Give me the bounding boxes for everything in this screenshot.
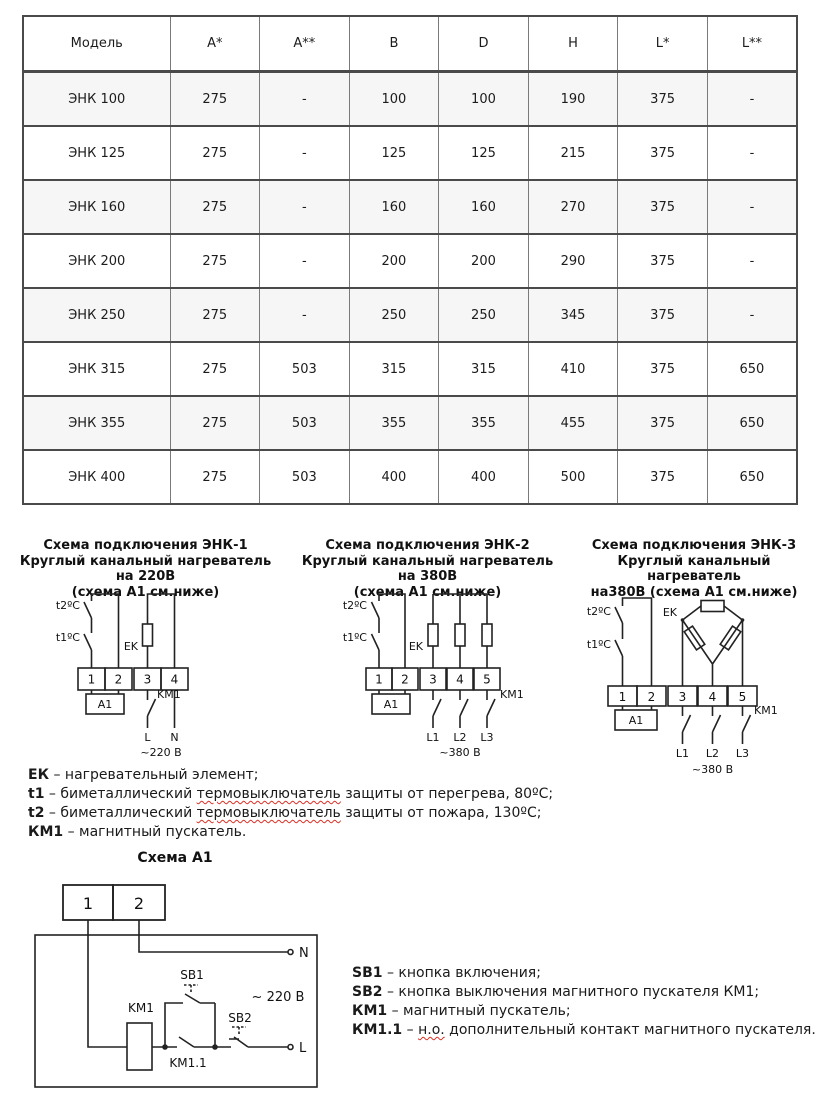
- value-cell: -: [707, 288, 797, 342]
- legend-item: [28, 804, 553, 823]
- sb1-label: SB1: [180, 968, 204, 982]
- column-header-a1: A*: [170, 16, 260, 72]
- terminal-number: 2: [647, 690, 656, 704]
- value-cell: 290: [528, 234, 618, 288]
- value-cell: 275: [170, 180, 260, 234]
- legend-term: КМ1.1: [352, 1022, 403, 1038]
- schema-a1-title: Схема А1: [137, 850, 213, 866]
- terminal-number: 1: [82, 894, 94, 913]
- title-line: Круглый канальный нагреватель на 380В: [301, 553, 554, 584]
- km1-label: KM1: [500, 688, 524, 701]
- model-cell: ЭНК 125: [23, 126, 170, 180]
- km1-label: KM1: [157, 688, 181, 701]
- value-cell: 270: [528, 180, 618, 234]
- value-cell: 650: [707, 450, 797, 504]
- value-cell: 160: [349, 180, 439, 234]
- legend-text: защиты от перегрева, 80ºС;: [340, 786, 554, 802]
- delta-top-wires: [683, 606, 743, 620]
- title-line: Схема подключения ЭНК-2: [325, 538, 530, 553]
- value-cell: -: [260, 234, 350, 288]
- table-row: [23, 234, 797, 288]
- value-cell: 500: [528, 450, 618, 504]
- line-l3-label: L3: [735, 747, 750, 760]
- terminal-number: 3: [143, 672, 152, 687]
- title-line: (схема А1 см.ниже): [71, 584, 220, 600]
- t2-label: t2ºC: [586, 605, 611, 618]
- value-cell: 250: [349, 288, 439, 342]
- value-cell: 275: [170, 288, 260, 342]
- value-cell: 375: [618, 342, 708, 396]
- t2-label: t2ºC: [55, 599, 80, 612]
- legend-text: дополнительный контакт магнитного пускателя.: [444, 1022, 816, 1038]
- value-cell: 275: [170, 342, 260, 396]
- l-label: L: [299, 1041, 307, 1056]
- dimensions-table: [22, 15, 798, 505]
- legend-item: [352, 983, 816, 1002]
- value-cell: 215: [528, 126, 618, 180]
- table-row: [23, 126, 797, 180]
- legend-term: t1: [28, 786, 45, 802]
- value-cell: 250: [439, 288, 529, 342]
- heater-element-symbol: [428, 624, 438, 646]
- value-cell: 275: [170, 126, 260, 180]
- contact-wires: [152, 1037, 288, 1047]
- legend-misspelled-word: термовыключатель: [196, 786, 341, 802]
- value-cell: -: [707, 126, 797, 180]
- wiring-diagram-enk3: [578, 588, 818, 788]
- sb2-actuator: [232, 1027, 246, 1036]
- terminal-number: 1: [618, 690, 627, 704]
- legend-schema-a1: [352, 964, 816, 1040]
- title-line: Схема подключения ЭНК-1: [43, 538, 248, 553]
- terminal1-wire: [88, 920, 127, 1047]
- terminal-number: 3: [429, 672, 437, 687]
- model-cell: ЭНК 160: [23, 180, 170, 234]
- model-cell: ЭНК 100: [23, 72, 170, 127]
- legend-text: – биметаллический: [44, 786, 197, 802]
- heater-element-symbol: [482, 624, 492, 646]
- legend-term: SB1: [352, 965, 383, 981]
- value-cell: 400: [349, 450, 439, 504]
- line-l2-label: L2: [453, 731, 467, 744]
- value-cell: 400: [439, 450, 529, 504]
- t2-label: t2ºC: [342, 599, 367, 612]
- n-label: N: [299, 946, 309, 961]
- thermal-switch-contacts: [615, 607, 623, 656]
- node-dot: [162, 1044, 168, 1050]
- terminal-number: 2: [114, 672, 123, 687]
- terminal-number: 2: [401, 672, 409, 687]
- title-line: Схема подключения ЭНК-3: [591, 538, 797, 553]
- t1-label: t1ºC: [342, 631, 367, 644]
- a1-label: A1: [628, 714, 644, 727]
- table-row: [23, 288, 797, 342]
- legend-term: SB2: [352, 984, 383, 1000]
- legend-term: КМ1: [28, 824, 64, 840]
- legend-term: ЕК: [28, 767, 50, 783]
- value-cell: 125: [349, 126, 439, 180]
- title-line: на380В (схема А1 см.ниже): [590, 584, 798, 600]
- supply-wires-km1-contacts: [433, 690, 495, 728]
- table-row: [23, 342, 797, 396]
- l-terminal-circle: [288, 1045, 293, 1050]
- thermal-switch-contacts: [372, 602, 380, 650]
- thermal-loop-wire: [623, 598, 652, 686]
- value-cell: -: [260, 126, 350, 180]
- schema-a1-diagram: [25, 873, 355, 1098]
- column-header-a2: A**: [260, 16, 350, 72]
- value-cell: 455: [528, 396, 618, 450]
- table-row: [23, 180, 797, 234]
- neutral-wire: [139, 920, 288, 952]
- sb1-actuator: [184, 985, 198, 994]
- t1-label: t1ºC: [55, 631, 80, 644]
- heater-bus-wires: [433, 594, 487, 668]
- legend-item: [28, 823, 553, 842]
- value-cell: 160: [439, 180, 529, 234]
- legend-item: [28, 766, 553, 785]
- voltage-label: ~380 В: [439, 746, 481, 759]
- model-cell: ЭНК 355: [23, 396, 170, 450]
- line-l1-label: L1: [675, 747, 690, 760]
- value-cell: 190: [528, 72, 618, 127]
- legend-text: – биметаллический: [44, 805, 197, 821]
- terminal-number: 1: [87, 672, 96, 687]
- supply-wires-km1-contacts: [683, 706, 751, 744]
- line-l2-label: L2: [705, 747, 720, 760]
- value-cell: 315: [349, 342, 439, 396]
- km1-coil: [127, 1023, 152, 1070]
- title-line: Круглый канальный нагреватель на 220В: [19, 553, 272, 584]
- legend-text: –: [402, 1022, 419, 1038]
- value-cell: 503: [260, 342, 350, 396]
- km1-label: KM1: [754, 704, 778, 717]
- table-row: [23, 396, 797, 450]
- value-cell: 315: [439, 342, 529, 396]
- legend-text: – кнопка выключения магнитного пускателя КМ1;: [382, 984, 760, 1000]
- value-cell: 345: [528, 288, 618, 342]
- value-cell: 200: [349, 234, 439, 288]
- value-cell: 275: [170, 396, 260, 450]
- sb2-label: SB2: [228, 1011, 252, 1025]
- legend-misspelled-word: термовыключатель: [196, 805, 341, 821]
- heater-element-symbol: [701, 601, 724, 612]
- ek-label: EK: [408, 640, 423, 653]
- terminal-number: 5: [738, 690, 747, 704]
- value-cell: 200: [439, 234, 529, 288]
- value-cell: 410: [528, 342, 618, 396]
- node-dot: [212, 1044, 218, 1050]
- terminal-number: 5: [483, 672, 491, 687]
- table-header-row: [23, 16, 797, 72]
- terminal-number: 2: [133, 894, 145, 913]
- t1-label: t1ºC: [586, 638, 611, 651]
- model-cell: ЭНК 200: [23, 234, 170, 288]
- km1-label: KM1: [128, 1001, 154, 1015]
- terminal-number: 4: [456, 672, 464, 687]
- legend-text: – магнитный пускатель;: [387, 1003, 571, 1019]
- legend-text: защиты от пожара, 130ºС;: [340, 805, 542, 821]
- value-cell: -: [260, 288, 350, 342]
- km11-label: KM1.1: [169, 1056, 207, 1070]
- value-cell: 375: [618, 450, 708, 504]
- table-row: [23, 450, 797, 504]
- legend-text: – нагревательный элемент;: [49, 767, 259, 783]
- wiring-diagram-enk1: [30, 588, 260, 760]
- legend-item: [352, 1021, 816, 1040]
- a1-label: A1: [383, 698, 399, 711]
- node-dot: [681, 618, 685, 622]
- line-l3-label: L3: [480, 731, 494, 744]
- column-header-h: H: [528, 16, 618, 72]
- value-cell: -: [707, 72, 797, 127]
- column-header-b: B: [349, 16, 439, 72]
- value-cell: 355: [349, 396, 439, 450]
- column-header-model: Модель: [23, 16, 170, 72]
- value-cell: -: [707, 234, 797, 288]
- value-cell: -: [260, 180, 350, 234]
- ek-label: EK: [662, 606, 677, 619]
- value-cell: 650: [707, 342, 797, 396]
- column-header-l2: L**: [707, 16, 797, 72]
- value-cell: 375: [618, 72, 708, 127]
- node-dot: [741, 618, 745, 622]
- a1-label: A1: [97, 698, 113, 711]
- delta-wires: [683, 620, 743, 686]
- thermal-switch-contacts: [84, 602, 92, 650]
- legend-text: – кнопка включения;: [382, 965, 541, 981]
- voltage-label: ~220 В: [140, 746, 182, 759]
- value-cell: -: [260, 72, 350, 127]
- value-cell: 375: [618, 126, 708, 180]
- legend-term: t2: [28, 805, 45, 821]
- table-row: [23, 72, 797, 127]
- legend-item: [28, 785, 553, 804]
- legend-components: [28, 766, 553, 842]
- value-cell: 503: [260, 450, 350, 504]
- value-cell: 100: [439, 72, 529, 127]
- legend-misspelled-word: н.о.: [418, 1022, 445, 1038]
- thermal-loop-wire: [92, 594, 119, 668]
- heater-element-symbol: [143, 624, 153, 646]
- legend-term: КМ1: [352, 1003, 388, 1019]
- line-l1-label: L1: [426, 731, 440, 744]
- wiring-diagram-enk2: [310, 588, 550, 760]
- heater-element-symbol: [455, 624, 465, 646]
- model-cell: ЭНК 400: [23, 450, 170, 504]
- value-cell: 275: [170, 72, 260, 127]
- title-line: Круглый канальный нагреватель: [617, 553, 771, 584]
- line-n-label: N: [170, 731, 179, 744]
- terminal-number: 4: [708, 690, 717, 704]
- value-cell: -: [707, 180, 797, 234]
- heater-loop-wire: [148, 594, 175, 668]
- title-line: (схема А1 см.ниже): [353, 584, 502, 600]
- value-cell: 650: [707, 396, 797, 450]
- value-cell: 125: [439, 126, 529, 180]
- n-terminal-circle: [288, 950, 293, 955]
- value-cell: 375: [618, 396, 708, 450]
- model-cell: ЭНК 315: [23, 342, 170, 396]
- column-header-l1: L*: [618, 16, 708, 72]
- value-cell: 375: [618, 234, 708, 288]
- value-cell: 275: [170, 234, 260, 288]
- terminal-number: 1: [375, 672, 383, 687]
- column-header-d: D: [439, 16, 529, 72]
- legend-item: [352, 964, 816, 983]
- terminal-number: 4: [170, 672, 179, 687]
- line-l-label: L: [144, 731, 151, 744]
- value-cell: 275: [170, 450, 260, 504]
- value-cell: 375: [618, 288, 708, 342]
- value-cell: 355: [439, 396, 529, 450]
- legend-text: – магнитный пускатель.: [63, 824, 247, 840]
- legend-item: [352, 1002, 816, 1021]
- ek-label: EK: [123, 640, 138, 653]
- voltage-label: ~ 220 В: [251, 990, 305, 1005]
- value-cell: 100: [349, 72, 439, 127]
- value-cell: 503: [260, 396, 350, 450]
- sb1-branch-wire: [165, 994, 215, 1047]
- value-cell: 375: [618, 180, 708, 234]
- voltage-label: ~380 В: [691, 763, 734, 776]
- model-cell: ЭНК 250: [23, 288, 170, 342]
- terminal-number: 3: [678, 690, 687, 704]
- thermal-loop-wire: [379, 594, 405, 668]
